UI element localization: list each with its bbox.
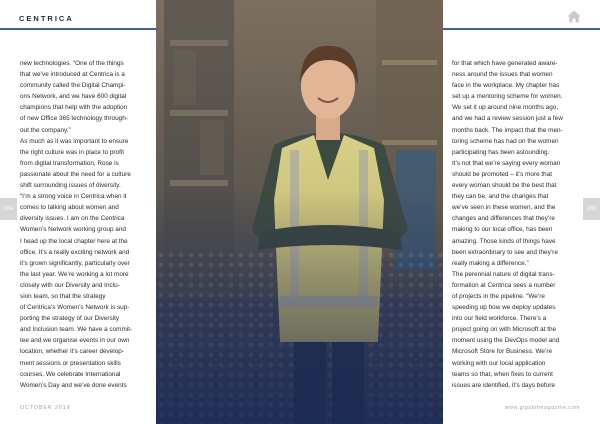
text-line: and Inclusion team. We have a commit- [20,326,133,334]
text-line: the right culture was in place to profit [20,148,125,156]
text-line: new technologies. “One of the things [20,60,124,67]
text-line: speeding up how we deploy updates [452,304,556,312]
text-line: ment sessions or presentation skills [20,359,121,367]
text-line: ness around the issues that women [452,71,553,79]
text-line: working with our local application [452,359,546,367]
text-line: participating has been astounding. [452,148,550,156]
text-line: making to our local office, has been [452,226,553,234]
text-line: closely with our Diversity and Inclu- [20,281,120,289]
text-line: been extraordinary to see and they’re [452,248,558,256]
text-line: out the company.” [20,126,71,134]
text-line: amazing. Those kinds of things have [452,237,556,245]
text-line: formation at Centrica sees a number [452,281,556,289]
text-line: sion team, so that the strategy [20,292,106,300]
text-line: of Centrica’s Women’s Network is sup- [20,304,130,312]
text-line: comes to talking about women and [20,204,119,212]
text-line: and we had a review session just a few [452,115,563,123]
text-line: should be promoted – it’s more that [452,170,553,178]
text-line: of projects in the pipeline. “We’re [452,292,545,300]
text-line: the last year. We’re working a lot more [20,270,129,278]
text-line: it’s grown significantly, particularly over [20,259,130,267]
text-line: champions that help with the adoption [20,104,128,112]
text-line: We set it up around nine months ago, [452,104,559,112]
text-line: set up a mentoring scheme for women. [452,93,563,101]
text-line: I head up the local chapter here at the [20,237,128,245]
text-line: face in the workplace. My chapter has [452,82,560,90]
text-line: “I’m a strong voice in Centrica when it [20,193,127,201]
text-line: they can be, and the changes that [452,193,549,201]
text-line: office. It’s a really exciting network and [20,248,130,256]
footer-date: OCTOBER 2019 [20,405,71,411]
brand-name: CENTRICA [19,14,74,23]
text-line: As much as it was important to ensure [20,137,129,145]
text-line: Microsoft Store for Business. We’re [452,348,553,356]
text-line: community called the Digital Champi- [20,82,126,90]
text-line: project going on with Microsoft at the [452,326,557,334]
text-line: from digital transformation, Rose is [20,159,119,167]
page-number-left: 264 [0,198,17,220]
text-line: passionate about the need for a culture [20,170,131,178]
text-line: location, whether it’s career develop- [20,348,124,356]
text-line: that we’ve introduced at Centrica is a [20,71,125,79]
text-line: Women’s Network working group and [20,226,126,234]
text-line: into our field workforce. There’s a [452,315,547,323]
footer-website[interactable]: www.gigabitmagazine.com [504,405,580,411]
text-line: months back. The impact that the men- [452,126,563,134]
text-line: courses. We celebrate International [20,370,121,378]
text-line: Women’s Day and we’ve done events [20,381,127,389]
text-line: shift surrounding issues of diversity. [20,182,121,190]
text-line: diversity issues. I am on the Centrica [20,215,125,223]
text-line: porting the strategy of our Diversity [20,315,120,323]
text-line: tee and we organise events in our own [20,337,130,345]
home-icon[interactable] [567,10,581,23]
left-text-column [20,58,148,391]
text-line: changes and differences that they’re [452,215,555,223]
text-line: we’ve seen in these women, and the [452,204,556,212]
text-line: The perennial nature of digital trans- [452,270,555,278]
text-line: toring scheme has had on the women [452,137,559,145]
text-line: issues are identified, it’s days before [452,381,555,389]
text-line: every woman should be the best that [452,182,557,190]
text-line: moment using the DevOps model and [452,337,560,345]
text-line: It’s not that we’re saying every woman [452,159,561,167]
page-number-right: 265 [583,198,600,220]
portrait-photo [156,0,443,424]
text-line: for that which have generated aware- [452,60,558,67]
text-line: really making a difference.” [452,259,529,267]
text-line: of new Office 365 technology through- [20,115,128,123]
text-line: ons Network, and we have 600 digital [20,93,127,101]
text-line: teams so that, when fixes to current [452,370,553,378]
right-text-column [452,58,580,391]
